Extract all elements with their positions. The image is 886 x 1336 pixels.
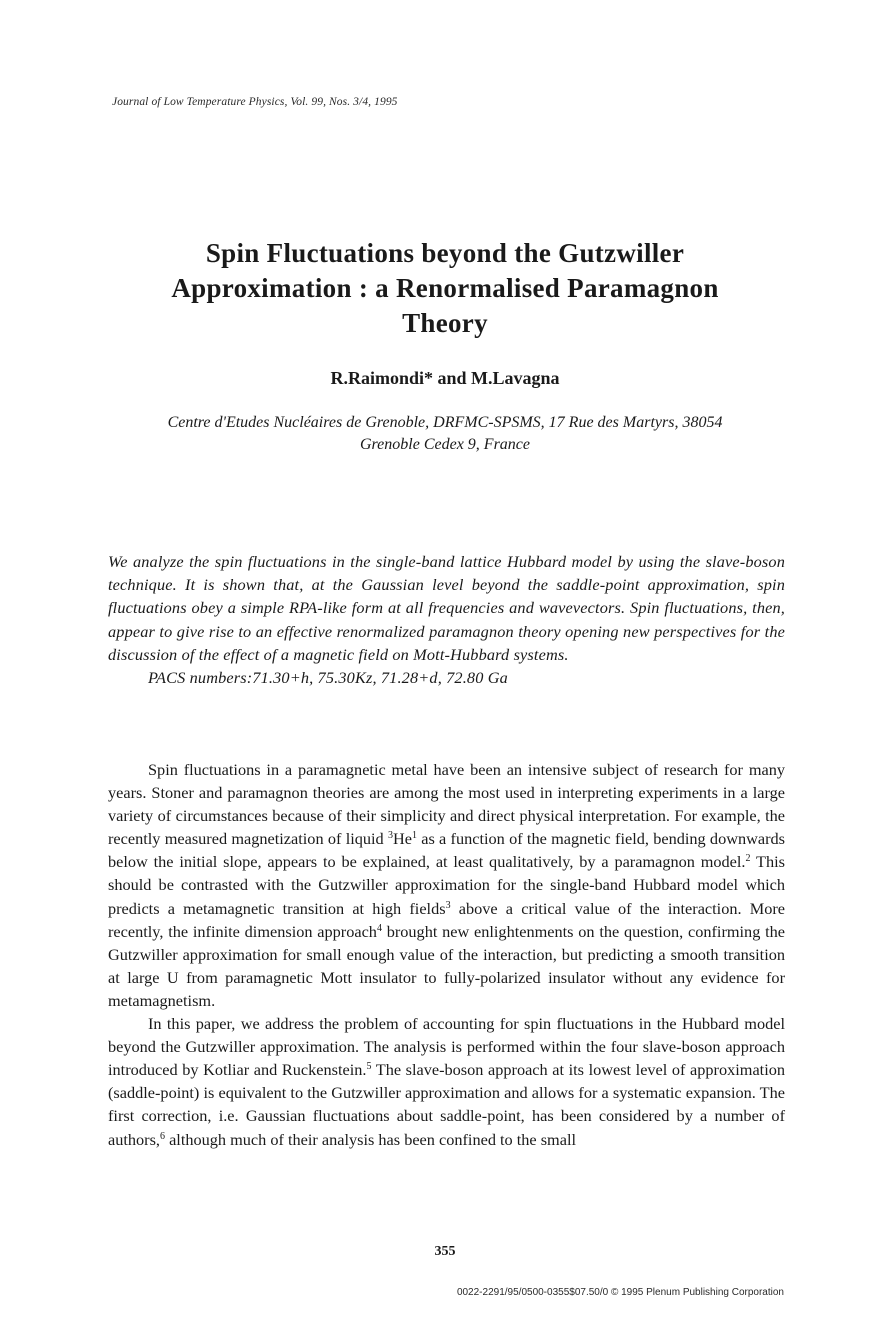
p2-text-3: although much of their analysis has been confined to the small [165,1129,576,1149]
journal-citation: Journal of Low Temperature Physics, Vol. 99, Nos. 3/4, 1995 [112,96,398,108]
isotope-number: 3 [387,830,393,842]
reference-4: 4 [376,922,382,934]
title-line-3: Theory [402,308,488,338]
affiliation-line-2: Grenoble Cedex 9, France [359,436,530,453]
authors: R.Raimondi* and M.Lavagna [330,368,560,388]
page-number: 355 [434,1244,456,1259]
paragraph-1 [108,758,785,1012]
affiliation [100,412,790,456]
p1-text-4: above a critical value of the interaction. More recently, the infinite dimension approach [108,898,785,941]
title-line-2: Approximation : a Renormalised Paramagnon [171,273,719,303]
reference-5: 5 [366,1061,372,1073]
reference-2: 2 [745,853,751,865]
reference-3: 3 [445,899,451,911]
reference-1: 1 [411,830,417,842]
p1-text-5: brought new enlightenments on the question, confirming the Gutzwiller approximation for small enough value of the interaction, but predicting a smooth transition at large U from paramagnetic Mott insulator to fully-polarized insulator without any evidence for metamagnetism. [108,921,785,1010]
p1-text-2: as a function of the magnetic field, bending downwards below the initial slope, appears to be explained, at least qualitatively, by a paramagnon model. [108,829,785,872]
affiliation-line-1: Centre d'Etudes Nucléaires de Grenoble, DRFMC-SPSMS, 17 Rue des Martyrs, 38054 [167,414,723,431]
reference-6: 6 [160,1130,165,1142]
abstract [108,550,785,689]
abstract-text: We analyze the spin fluctuations in the single-band lattice Hubbard model by using the slave-boson technique. It is shown that, at the Gaussian level beyond the saddle-point approximation, spin fluctuations obey a simple RPA-like form at all frequencies and wavevectors. Spin fluctuations, then, appear to give rise to an effective renormalized paramagnon theory opening new perspectives for the discussion of the effect of a magnetic field on Mott-Hubbard systems. [108,552,785,664]
p2-text-2: The slave-boson approach at its lowest level of approximation (saddle-point) is equivalent to the Gutzwiller approximation and allows for a systematic expansion. The first correction, i.e. Gaussian fluctuations about saddle-point, has been considered by a number of authors, [108,1060,785,1149]
pacs-numbers: PACS numbers:71.30+h, 75.30Kz, 71.28+d, 72.80 Ga [148,668,508,688]
p1-text-1: Spin fluctuations in a paramagnetic metal have been an intensive subject of research for many years. Stoner and paramagnon theories are among the most used in interpreting experiments in a large variety of circumstances because of their simplicity and direct physical interpretation. For example, the recently measured magnetization of liquid [108,760,785,849]
title-line-1: Spin Fluctuations beyond the Gutzwiller [205,238,685,268]
paper-title [100,236,790,341]
body-text [108,758,785,1151]
paragraph-2 [108,1012,785,1151]
p2-text-1: In this paper, we address the problem of accounting for spin fluctuations in the Hubbard model beyond the Gutzwiller approximation. The analysis is performed within the four slave-boson approach introduced by Kotliar and Ruckenstein. [108,1014,785,1080]
publisher-code: 0022-2291/95/0500-0355$07.50/0 © 1995 Plenum Publishing Corporation [456,1287,784,1298]
helium-symbol: He [392,829,412,849]
p1-text-3: This should be contrasted with the Gutzwiller approximation for the single-band Hubbard model which predicts a metamagnetic transition at high fields [108,852,785,918]
